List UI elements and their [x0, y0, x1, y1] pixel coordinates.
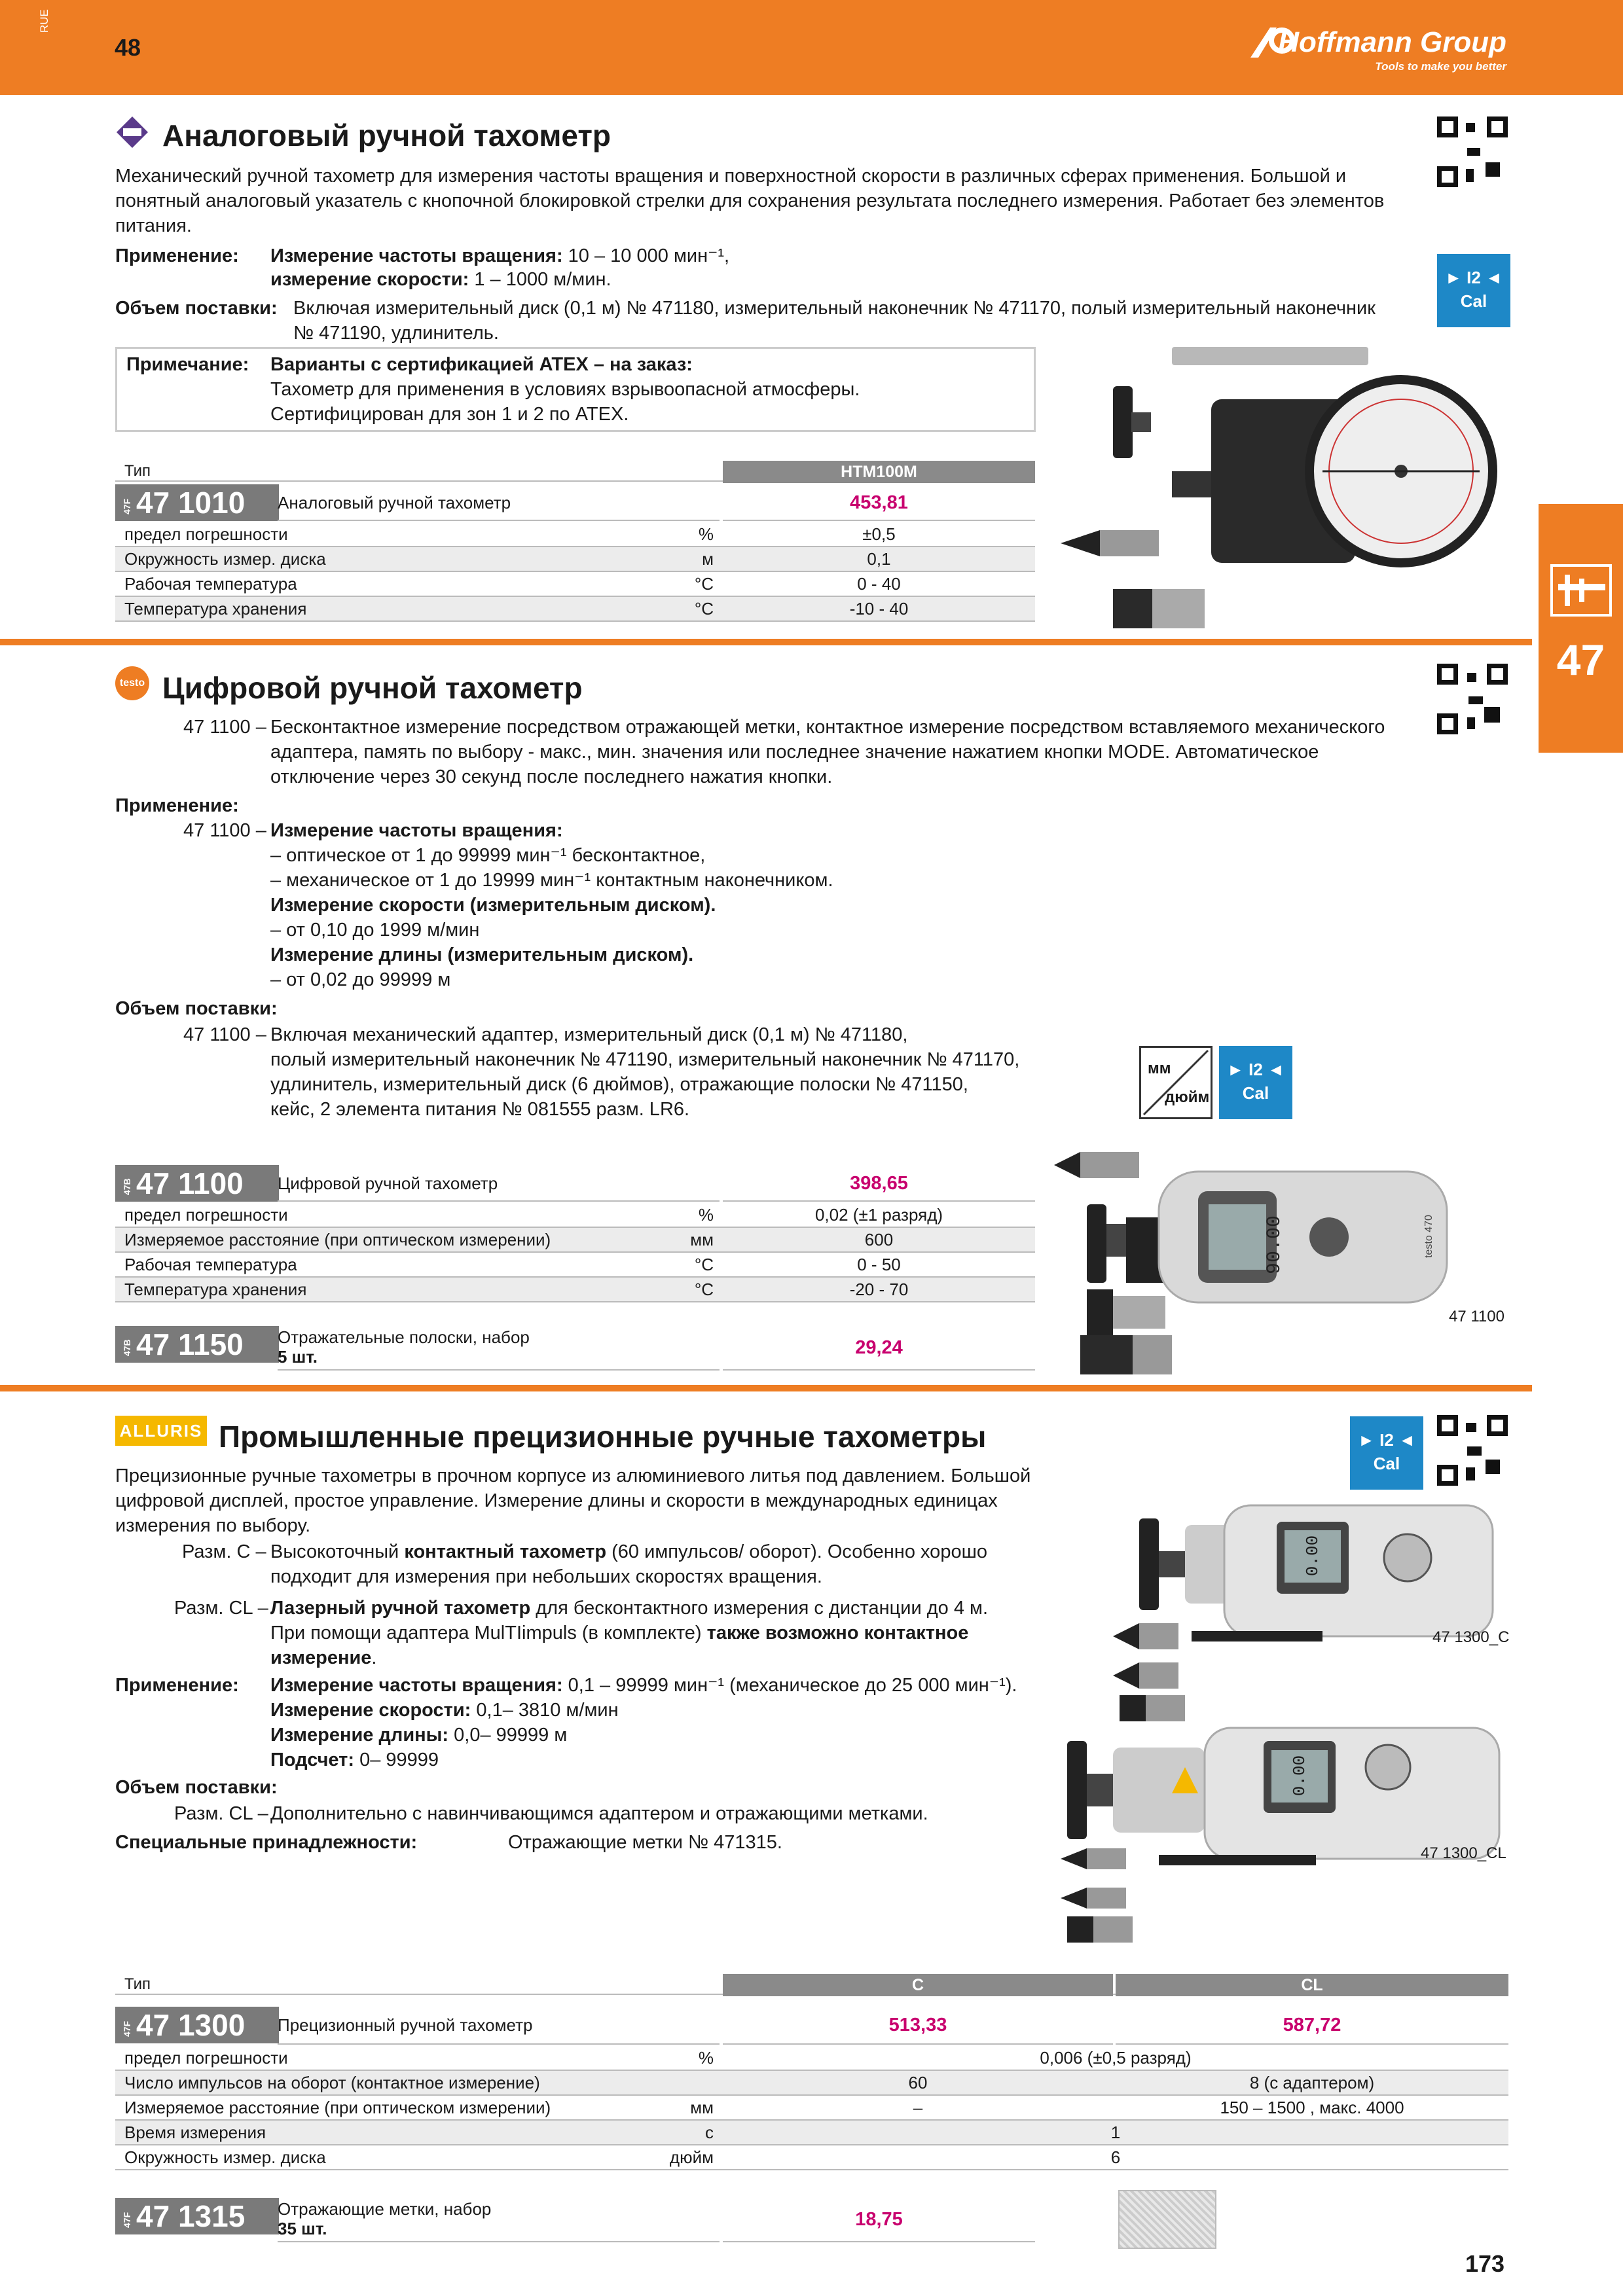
product2-price: 29,24 [723, 1325, 1035, 1371]
badge3-line2: Cal [1373, 1454, 1400, 1473]
size-cl-label: Разм. CL – [174, 1598, 268, 1619]
section1-title: Аналоговый ручной тахометр [162, 118, 611, 152]
device-brand: testo 470 [1423, 1215, 1434, 1258]
scope-line4: кейс, 2 элемента питания № 081555 разм. LR6. [270, 1099, 690, 1120]
page-number: 173 [1465, 2250, 1505, 2277]
col-c-header: C [723, 1974, 1113, 1996]
app-len-title: Измерение длины (измерительным диском). [270, 944, 694, 965]
size-c-text-b: контактный тахометр [404, 1541, 607, 1562]
hoffmann-logo [1278, 26, 1506, 73]
scope-line1: Включая механический адаптер, измерительный диск (0,1 м) № 471180, [270, 1024, 908, 1045]
htm-brand-icon [115, 115, 149, 149]
article-prefix-3: 47F [122, 2020, 132, 2037]
model-header: HTM100M [723, 461, 1035, 483]
app-vel-1: – от 0,10 до 1999 м/мин [270, 920, 480, 941]
digital-tachometer-image [1054, 1139, 1552, 1381]
alluris-c-accessories-image [1113, 1617, 1362, 1721]
unit-badge-bottom: дюйм [1165, 1088, 1210, 1106]
section-separator-1 [0, 639, 1532, 645]
spec3-row-value-c: – [913, 2098, 923, 2117]
spec2-row-label: Рабочая температура [124, 1255, 297, 1274]
spec3-row-value: 6 [1110, 2147, 1121, 2167]
product2-name-line2: 5 шт. [278, 1347, 318, 1367]
app1-bold: Измерение частоты вращения: [270, 1675, 563, 1696]
size-c-text-a: Высокоточный [270, 1541, 405, 1562]
size-c-label: Разм. C – [182, 1541, 266, 1562]
article-prefix-2: 47B [122, 1178, 132, 1195]
section3-scope-label: Объем поставки: [115, 1777, 278, 1798]
app-vel-title: Измерение скорости (измерительным диском). [270, 895, 716, 916]
section1-scope-label: Объем поставки: [115, 298, 278, 319]
spec1-row-unit: % [698, 524, 714, 544]
calibration-badge-2: ► I2 ◄ Cal [1219, 1046, 1292, 1119]
section2-ref1: 47 1100 – [183, 717, 266, 738]
badge-line2: Cal [1460, 291, 1487, 311]
article-number: 47 1010 [136, 486, 246, 520]
spec3-row-unit: мм [690, 2098, 714, 2117]
alluris-c-display: 0.00 [1303, 1535, 1323, 1577]
qr-code-section1[interactable] [1437, 117, 1508, 187]
section3-intro: Прецизионные ручные тахометры в прочном корпусе из алюминиевого литья под давлением. Большой цифровой дисплей, простое управление. Измерение длины и скорости в международных единицах измерения по выбору. [115, 1465, 1031, 1536]
section2-application-label: Применение: [115, 795, 239, 816]
product-price-2: 398,65 [723, 1165, 1035, 1202]
section2-title: Цифровой ручной тахометр [162, 671, 583, 705]
size-c-text [270, 1539, 1017, 1589]
section1-app1-rest: 10 – 10 000 мин⁻¹, [562, 245, 730, 266]
analog-tachometer-image [1061, 334, 1519, 635]
chapter-number: 47 [1556, 636, 1605, 684]
app-len-1: – от 0,02 до 99999 м [270, 969, 451, 990]
size-cl-text-a: Лазерный ручной тахометр [270, 1598, 531, 1619]
section1-intro: Механический ручной тахометр для измерения частоты вращения и поверхностной скорости в различных сферах применения. Большой и понятный аналоговый указатель с кнопочной блокировкой стрелки для сохранения результата последнего измерения. Работает без элементов питания. [115, 166, 1385, 236]
badge2-line1: I2 [1249, 1060, 1263, 1079]
section2-intro: Бесконтактное измерение посредством отражающей метки, контактное измерение посредством вставляемого механического адаптера, память по выбору - макс., мин. значения или последнее значение нажатием кнопки MODE. Автоматическое отключение через 30 секунд после последнего нажатия кнопки. [270, 717, 1385, 787]
product-name: Аналоговый ручной тахометр [278, 484, 720, 521]
section3-application-label: Применение: [115, 1675, 239, 1696]
spec2-row-unit: мм [690, 1230, 714, 1249]
app-speed-2: – механическое от 1 до 19999 мин⁻¹ контактным наконечником. [270, 870, 833, 891]
alluris-cl-display: 0.00 [1290, 1755, 1310, 1797]
col-cl-header: CL [1116, 1974, 1508, 1996]
section3-scope-ref: Разм. CL – [174, 1803, 268, 1824]
image-caption-471100: 47 1100 [1449, 1308, 1504, 1325]
section1-app2-bold: измерение скорости: [270, 269, 469, 290]
section1-note-text: Тахометр для применения в условиях взрывоопасной атмосферы. Сертифицирован для зон 1 и 2 по ATEX. [270, 379, 860, 425]
device-display: 90.00 [1264, 1215, 1286, 1275]
article-number-2: 47 1100 [136, 1166, 244, 1200]
section2-ref2: 47 1100 – [183, 820, 266, 841]
product3b-name-line1: Отражающие метки, набор [278, 2199, 492, 2219]
article-47-1010[interactable] [115, 484, 279, 521]
spec1-row-value: 0,1 [867, 549, 891, 569]
spec2-row-label: Измеряемое расстояние (при оптическом измерении) [124, 1230, 551, 1249]
spec2-row-unit: °C [694, 1255, 714, 1274]
app3-bold: Измерение длины: [270, 1725, 449, 1746]
spec3-row-unit: дюйм [669, 2147, 714, 2167]
spec3-row-label: Измеряемое расстояние (при оптическом измерении) [124, 2098, 551, 2117]
product2-name-line1: Отражательные полоски, набор [278, 1327, 530, 1347]
size-c-text-c: (60 импульсов/ оборот). Особенно хорошо подходит для измерения при небольших скоростях вращения. [270, 1541, 987, 1587]
spec1-row-unit: °C [694, 599, 714, 619]
unit-badge-top: мм [1148, 1060, 1171, 1077]
article-prefix: 47F [122, 498, 132, 514]
spec3-row-unit: % [698, 2048, 714, 2068]
type-label-3: Тип [124, 1975, 151, 1993]
article-47-1150[interactable] [115, 1326, 279, 1363]
qr-code-section2[interactable] [1437, 664, 1508, 734]
caption-471300-c: 47 1300_C [1432, 1628, 1510, 1646]
qr-code-section3[interactable] [1437, 1415, 1508, 1486]
app4-rest: 0– 99999 [354, 1749, 439, 1770]
product3b-name [278, 2197, 720, 2242]
side-code: RUE [38, 9, 50, 33]
product-price: 453,81 [723, 484, 1035, 521]
section1-application-label: Применение: [115, 245, 239, 266]
product2-name [278, 1325, 720, 1371]
section2-scope-label: Объем поставки: [115, 998, 278, 1019]
spec2-row-label: предел погрешности [124, 1205, 288, 1225]
app2-bold: Измерение скорости: [270, 1700, 471, 1721]
alluris-brand-logo: ALLURIS [115, 1416, 207, 1446]
article2-prefix: 47B [122, 1339, 132, 1356]
spec3-row-value-cl: 8 (с адаптером) [1249, 2073, 1375, 2092]
product-price-c: 513,33 [723, 2005, 1113, 2045]
unit-switch-badge [1139, 1046, 1213, 1119]
size-cl-text-c: также возможно контактное измерение [270, 1623, 969, 1668]
badge3-line1: I2 [1379, 1430, 1394, 1450]
size-cl-text-d: . [371, 1647, 377, 1668]
section1-app1-bold: Измерение частоты вращения: [270, 245, 563, 266]
section2-ref3: 47 1100 – [183, 1024, 266, 1045]
article-47-1315[interactable] [115, 2198, 279, 2234]
spec2-row-value: -20 - 70 [849, 1280, 909, 1299]
spec3-row-label: предел погрешности [124, 2048, 288, 2068]
badge2-line2: Cal [1242, 1083, 1269, 1103]
spec2-row-value: 0,02 (±1 разряд) [814, 1205, 943, 1225]
spec1-row-value: -10 - 40 [849, 599, 909, 619]
spec1-row-label: Окружность измер. диска [124, 549, 326, 569]
app3-rest: 0,0– 99999 м [448, 1725, 568, 1746]
article3b-number: 47 1315 [136, 2199, 246, 2233]
product-name-2: Цифровой ручной тахометр [278, 1165, 720, 1202]
section3-title: Промышленные прецизионные ручные тахометры [219, 1420, 987, 1454]
spec2-row-label: Температура хранения [124, 1280, 307, 1299]
spec3-row-label: Время измерения [124, 2123, 266, 2142]
spec1-row-label: предел погрешности [124, 524, 288, 544]
app1-rest: 0,1 – 99999 мин⁻¹ (механическое до 25 000 мин⁻¹). [562, 1675, 1017, 1696]
spec3-row-value: 1 [1110, 2123, 1121, 2142]
reflective-marks-image [1118, 2190, 1216, 2249]
spec1-row-unit: °C [694, 574, 714, 594]
article3b-prefix: 47F [122, 2212, 132, 2228]
spec3-row-value-c: 60 [908, 2073, 928, 2092]
app-speed-1: – оптическое от 1 до 99999 мин⁻¹ бесконтактное, [270, 845, 706, 866]
caption-471300-cl: 47 1300_CL [1421, 1844, 1506, 1862]
scope-line2: полый измерительный наконечник № 471190, измерительный наконечник № 471170, [270, 1049, 1020, 1070]
section1-scope-text: Включая измерительный диск (0,1 м) № 471180, измерительный наконечник № 471170, полый измерительный наконечник № 471190, удлинитель. [293, 298, 1376, 344]
page-left-number: 48 [115, 34, 141, 61]
product-name-3: Прецизионный ручной тахометр [278, 2005, 720, 2045]
logo-tagline: Tools to make you better [1375, 60, 1506, 73]
scope-line3: удлинитель, измерительный диск (6 дюймов), отражающие полоски № 471150, [270, 1074, 968, 1095]
section1-note-label: Примечание: [126, 354, 249, 375]
product3b-price: 18,75 [723, 2197, 1035, 2242]
product3b-name-line2: 35 шт. [278, 2219, 327, 2238]
spec2-row-unit: % [698, 1205, 714, 1225]
app4-bold: Подсчет: [270, 1749, 355, 1770]
spec1-row-label: Рабочая температура [124, 574, 297, 594]
badge-line1: I2 [1467, 268, 1481, 287]
spec1-row-label: Температура хранения [124, 599, 307, 619]
spec1-row-unit: м [702, 549, 714, 569]
section1-note-title: Варианты с сертификацией ATEX – на заказ: [270, 354, 693, 375]
testo-brand-icon: testo [115, 666, 149, 700]
accessories-label: Специальные принадлежности: [115, 1832, 418, 1853]
section3-scope-text: Дополнительно с навинчивающимся адаптером и отражающими метками. [270, 1803, 928, 1824]
logo-name: Hoffmann Group [1278, 26, 1506, 58]
spec2-row-value: 0 - 50 [857, 1255, 901, 1274]
spec3-row-label: Окружность измер. диска [124, 2147, 326, 2167]
app-speed-title: Измерение частоты вращения: [270, 820, 563, 841]
section2-scope-block [270, 1022, 1122, 1122]
section3-application-block [270, 1673, 1056, 1772]
caliper-icon [1550, 564, 1612, 617]
article-47-1300[interactable] [115, 2007, 279, 2043]
article2-number: 47 1150 [136, 1327, 244, 1361]
section2-application-block [270, 818, 1122, 992]
calibration-badge-3: ► I2 ◄ Cal [1350, 1416, 1423, 1490]
accessories-text: Отражающие метки № 471315. [508, 1832, 782, 1853]
spec3-row-unit: с [705, 2123, 714, 2142]
alluris-cl-accessories-image [1061, 1846, 1322, 1944]
spec3-row-value-cl: 150 – 1500 , макс. 4000 [1220, 2098, 1404, 2117]
article-47-1100[interactable] [115, 1165, 279, 1202]
spec2-row-value: 600 [864, 1230, 894, 1249]
section-separator-2 [0, 1385, 1532, 1391]
size-cl-text-b: для бесконтактного измерения с дистанции до 4 м. При помощи адаптера MulTIimpuls (в комплекте) [270, 1598, 989, 1643]
size-cl-text [270, 1596, 1010, 1670]
spec3-row-value: 0,006 (±0,5 разряд) [1040, 2048, 1192, 2068]
app2-rest: 0,1– 3810 м/мин [471, 1700, 619, 1721]
article-number-3: 47 1300 [136, 2008, 246, 2042]
spec1-row-value: 0 - 40 [857, 574, 901, 594]
product-price-cl: 587,72 [1116, 2005, 1508, 2045]
spec1-row-value: ±0,5 [862, 524, 896, 544]
chapter-side-tab[interactable] [1539, 504, 1623, 753]
unit-divider-icon [1141, 1048, 1211, 1117]
section1-app2-rest: 1 – 1000 м/мин. [469, 269, 611, 290]
type-label: Тип [124, 462, 151, 480]
spec2-row-unit: °C [694, 1280, 714, 1299]
calibration-badge: ► I2 ◄ Cal [1437, 254, 1510, 327]
spec3-row-label: Число импульсов на оборот (контактное измерение) [124, 2073, 540, 2092]
